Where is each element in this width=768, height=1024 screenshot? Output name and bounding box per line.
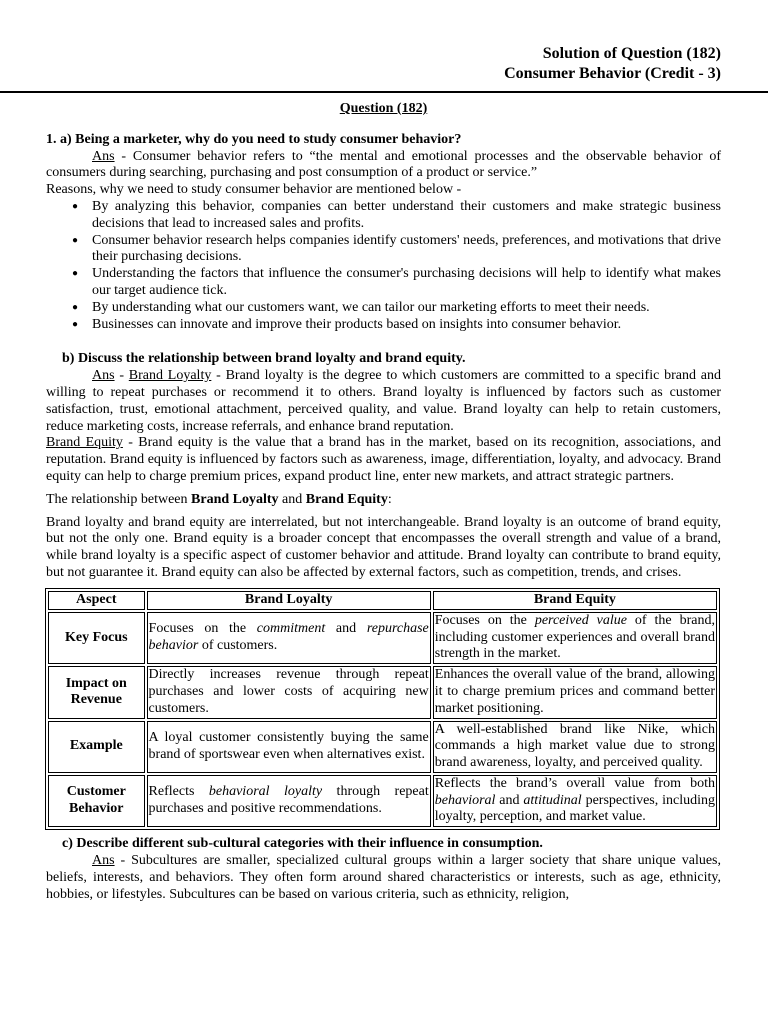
table-row [48,775,717,827]
cell-text: perspectives, including loyalty, perception, and market value. [434,792,715,825]
ans-label: Ans [92,368,115,384]
brand-loyalty-term: Brand Loyalty [128,368,212,384]
relationship-brand-equity: Brand Equity [305,491,388,507]
header-brand-loyalty: Brand Loyalty [147,591,431,610]
equity-cell [433,612,717,664]
relationship-heading [46,492,721,509]
loyalty-cell [147,612,431,664]
brand-equity-text: - Brand equity is the value that a brand has in the market, based on its recognition, associations, and reputation. Brand equity is influenced by factors such as awareness, image, differentiation, loyalty, and advocacy. Brand equity can help to charge premium prices, expand product line, enter new markets, and attract strategic partners. [46,435,722,484]
ans-label: Ans [92,853,115,869]
brand-equity-term: Brand Equity [46,435,123,451]
header-divider [0,91,768,93]
reasons-intro: Reasons, why we need to study consumer behavior are mentioned below - [46,182,462,198]
separator: - [114,368,129,384]
cell-text: Focuses on the [148,621,257,637]
equity-cell: Enhances the overall value of the brand, allowing it to charge premium prices and command better market positioning. [433,666,717,718]
cell-text: Focuses on the [434,612,535,628]
table-row [48,612,717,664]
header-course-title: Consumer Behavior (Credit - 3) [504,65,721,82]
cell-text: of customers. [198,637,278,653]
question-title: Question (182) [339,101,428,116]
q1c-heading: c) Describe different sub-cultural categories with their influence in consumption. [62,836,543,852]
cell-text: Reflects the brand’s overall value from both [434,775,715,791]
aspect-cell: Example [48,721,145,773]
q1a-answer-text: - Consumer behavior refers to “the mental and emotional processes and the observable behavior of consumers during searching, purchasing and post consumption of a product or service.” [46,148,721,181]
page-header [504,44,721,84]
document-body [46,101,721,903]
relationship-prefix: The relationship between [46,491,192,507]
header-solution-title: Solution of Question (182) [542,45,721,62]
list-item: ● Understanding the factors that influence the consumer's purchasing decisions will help to identify what makes our target audience tick. [92,266,721,300]
q1b-heading: b) Discuss the relationship between brand loyalty and brand equity. [62,351,466,367]
equity-cell: A well-established brand like Nike, which commands a high market value due to strong brand awareness, loyalty, and perceived quality. [433,721,717,773]
relationship-paragraph: Brand loyalty and brand equity are interrelated, but not interchangeable. Brand loyalty is an outcome of brand equity, but not the only one. Brand equity is a broader concept that encompasses the overall strength and value of a brand, while brand loyalty is a specific aspect of customer behavior and attitude. Brand loyalty can contribute to brand equity, but not guarantee it. Brand equity can also be affected by external factors, such as competition, trends, and crises. [46,514,721,580]
list-item: ● Businesses can innovate and improve their products based on insights into consumer behavior. [92,317,721,334]
list-item: ● By understanding what our customers want, we can tailor our marketing efforts to meet their needs. [92,300,721,317]
table-row [48,721,717,773]
aspect-cell: Key Focus [48,612,145,664]
relationship-colon: : [387,491,392,507]
cell-text: Reflects [148,784,209,800]
cell-emphasis: attitudinal [523,792,582,808]
cell-text: and [325,621,367,637]
relationship-and: and [278,491,306,507]
header-brand-equity: Brand Equity [433,591,717,610]
ans-label: Ans [92,148,115,164]
q1c-answer-text: - Subcultures are smaller, specialized cultural groups within a larger society that share unique values, beliefs, interests, and behaviors. They often form around shared characteristics or interests, such as age, ethnicity, hobbies, or lifestyles. Subcultures can be based on various criteria, such as ethnicity, religion, [46,853,721,902]
cell-emphasis: repurchase behavior [148,621,429,653]
brand-equity-paragraph [46,435,721,485]
table-header-row [48,591,717,610]
aspect-cell: Impact on Revenue [48,666,145,718]
brand-loyalty-text: - Brand loyalty is the degree to which customers are committed to a specific brand and willing to repeat purchases or recommend it to others. Brand loyalty is influenced by factors such as customer satisfaction, trust, emotional attachment, perceived quality, and value. Brand loyalty can help to retain customers, reduce marketing costs, increase referrals, and enhance brand reputation. [46,368,721,434]
reasons-list [46,199,721,333]
loyalty-cell: A loyal customer consistently buying the same brand of sportswear even when alternatives exist. [147,721,431,773]
cell-emphasis: behavioral loyalty [208,784,323,800]
q1a-heading: 1. a) Being a marketer, why do you need to study consumer behavior? [46,131,462,147]
brand-loyalty-paragraph [46,368,721,435]
cell-emphasis: perceived value [534,612,627,628]
loyalty-cell: Directly increases revenue through repeat purchases and lower costs of acquiring new customers. [147,666,431,718]
equity-cell [433,775,717,827]
cell-text: through repeat purchases and positive recommendations. [148,784,429,817]
list-item: ● By analyzing this behavior, companies can better understand their customers and make strategic business decisions that lead to increased sales and profits. [92,199,721,233]
q1a-answer [46,149,721,183]
aspect-cell: Customer Behavior [48,775,145,827]
loyalty-cell [147,775,431,827]
comparison-table [45,588,720,831]
q1c-answer [46,853,721,903]
cell-emphasis: commitment [256,621,326,637]
header-aspect: Aspect [48,591,145,610]
table-row [48,666,717,718]
cell-text: and [495,792,524,808]
list-item: ● Consumer behavior research helps companies identify customers' needs, preferences, and motivations that drive their purchasing decisions. [92,233,721,267]
cell-emphasis: behavioral [434,792,496,808]
relationship-brand-loyalty: Brand Loyalty [191,491,279,507]
cell-text: of the brand, including customer experiences and overall brand strength in the market. [434,612,715,662]
